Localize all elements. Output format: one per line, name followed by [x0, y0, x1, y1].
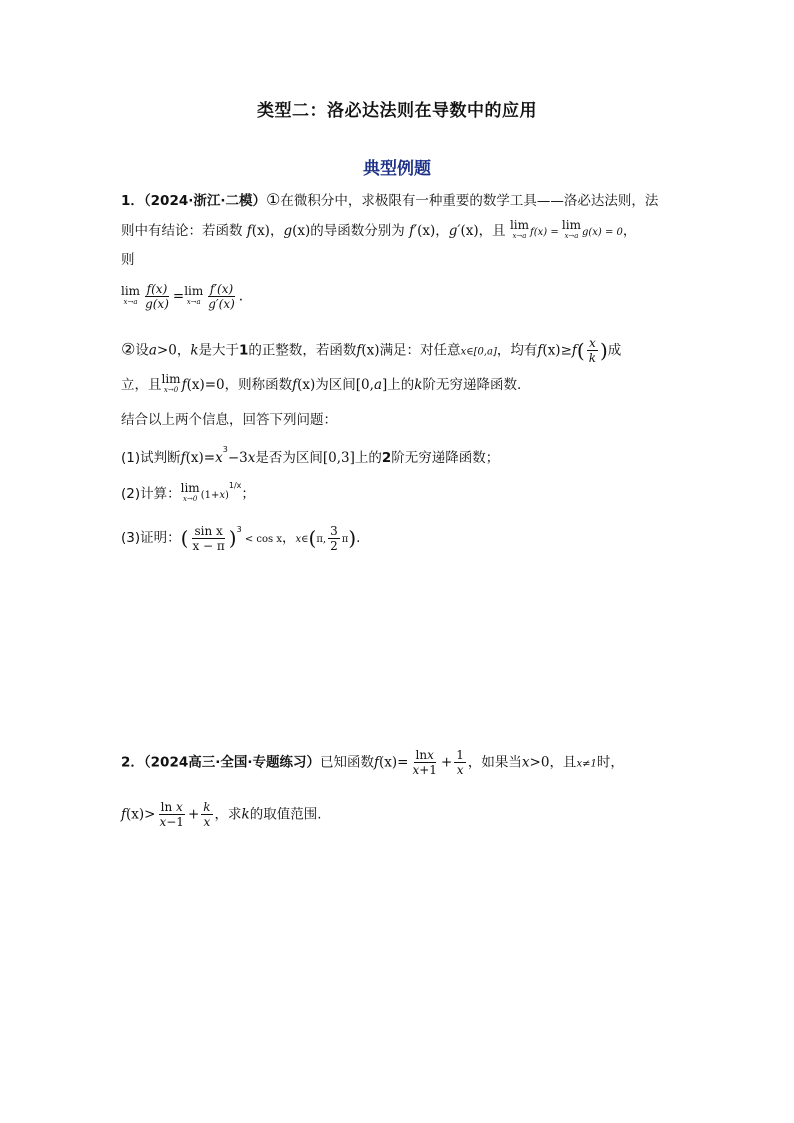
- math-a: a: [148, 342, 157, 359]
- math-ineq: x≠1: [576, 758, 597, 770]
- number-two: 2: [381, 450, 392, 466]
- part-label: (3): [121, 530, 141, 546]
- number-one: 1: [239, 342, 249, 359]
- math-expr: f(x) =: [530, 227, 562, 238]
- q1-text: 上的: [387, 377, 415, 393]
- page-title: 类型二：洛必达法则在导数中的应用: [257, 101, 537, 121]
- math-fx: f: [180, 450, 186, 466]
- q1-text: 阶无穷递降函数.: [422, 377, 522, 393]
- q1-text: ，均有: [496, 342, 538, 359]
- q2-number: 2．: [121, 754, 144, 771]
- q1-text: ，则称函数: [224, 377, 293, 393]
- q1-part-3: (3)证明：( $\frac{\text{sin x}}{x - \pi}$ )$^3$ < cos x，x∈(π, $\frac{3}{2}$ π).: [121, 523, 361, 553]
- math-expr: g(x) = 0: [581, 227, 623, 238]
- q2-text: 的取值范围.: [249, 806, 322, 823]
- q1-text: 的正整数，若函数: [248, 342, 357, 359]
- math-exponent: 1/x: [228, 481, 242, 490]
- math-fraction: $\frac{f(x)}{g(x)}$: [145, 282, 169, 311]
- math-k: k: [414, 377, 423, 393]
- q2-text: ，如果当: [467, 754, 522, 771]
- q1-text: 试判断: [140, 450, 181, 466]
- math-fraction: $\frac{\ln x}{x+1}$: [412, 748, 437, 777]
- q1-text: ，且: [478, 223, 506, 239]
- math-fraction: $\frac{\text{ln x}}{x-1}$: [159, 800, 184, 829]
- math-k: k: [241, 806, 250, 823]
- q1-source: （2024·浙江·二模）: [143, 193, 266, 209]
- q1-part-2: (2)计算： lim x→0 $(1+x)^{1/x}$；: [121, 481, 255, 503]
- math-paren: (x): [460, 223, 479, 239]
- q1-text: 立，且: [121, 377, 162, 393]
- math-expr: < cos x: [241, 534, 282, 545]
- q1-number: 1．: [121, 193, 144, 209]
- math-fx: f: [246, 223, 252, 239]
- q2-line-2: f(x)> $\frac{\text{ln x}}{x-1}$ + $\frac{k}{x}$ ，求k的取值范围.: [121, 800, 322, 829]
- q1-text: 的导函数分别为: [310, 223, 405, 239]
- math-fprime: f′: [409, 223, 418, 239]
- math-fraction: $\frac{1}{x}$: [456, 748, 464, 777]
- math-k: k: [190, 342, 199, 359]
- q1-line-1: [121, 190, 658, 211]
- q1-text: 成: [607, 342, 622, 359]
- math-limit: lim x→0: [180, 481, 200, 503]
- q1-text: 则中有结论：若函数: [121, 223, 243, 239]
- q2-text: ，求: [214, 806, 242, 823]
- q1-line-3: 则: [121, 252, 135, 268]
- math-fx: f: [292, 377, 298, 393]
- math-paren: (x): [251, 223, 270, 239]
- math-limit: lim x→a: [121, 283, 141, 306]
- math-limit: lim x→a: [184, 283, 204, 306]
- q1-line-6: 立，且 lim x→0 f(x)=0，则称函数f(x)为区间[0,a]上的k阶无穷递降函数.: [121, 372, 522, 394]
- math-expr: f: [181, 377, 187, 393]
- math-interval: x∈[0,a]: [460, 346, 497, 358]
- math-interval: [0,3]: [322, 450, 355, 466]
- q1-text: 上的: [354, 450, 382, 466]
- q2-text: 已知函数: [320, 754, 374, 771]
- q2-text: ，且: [549, 754, 577, 771]
- math-gprime: g′: [448, 223, 461, 239]
- math-interval: [0,a]: [355, 377, 388, 393]
- q1-text: 是否为区间: [255, 450, 323, 466]
- math-limit: lim x→a: [561, 218, 581, 240]
- q2-line-1: 2．（2024高三·全国·专题练习）已知函数f(x)= $\frac{\ln x}{x+1}$ + $\frac{1}{x}$ ，如果当x>0，且x≠1时，: [121, 748, 624, 777]
- q1-text: 阶无穷递降函数；: [391, 450, 500, 466]
- q2-text: 时，: [596, 754, 624, 771]
- math-ineq: f: [537, 342, 543, 359]
- circle-two-marker: ②: [121, 339, 136, 359]
- math-fraction: $\frac{f'(x)}{g'(x)}$: [208, 282, 235, 311]
- math-expr: (1+x): [200, 490, 229, 501]
- q1-text: 计算：: [140, 486, 181, 502]
- math-paren: (x): [292, 223, 311, 239]
- math-ineq: x: [521, 754, 530, 771]
- math-fraction: $\frac{x}{k}$: [588, 336, 596, 365]
- part-label: (1): [121, 450, 141, 466]
- q2-source: （2024高三·全国·专题练习）: [143, 754, 320, 771]
- lhopital-formula: lim x→a $\frac{f(x)}{g(x)}$ = lim x→a $\frac{f'(x)}{g'(x)}$ .: [121, 282, 244, 311]
- math-fx: f: [121, 806, 126, 823]
- q1-text: 证明：: [140, 530, 181, 546]
- math-fraction: $\frac{\text{sin x}}{x - \pi}$: [192, 523, 225, 553]
- q1-line-2: 则中有结论：若函数 f(x)，g(x)的导函数分别为 f′(x)，g′(x)，且 lim x→a f(x) = lim x→a g(x) = 0，: [121, 218, 637, 240]
- part-label: (2): [121, 486, 141, 502]
- q1-text: 是大于: [198, 342, 239, 359]
- math-fx: f: [374, 754, 379, 771]
- circle-one-marker: ①: [266, 190, 281, 209]
- q1-line-7: 结合以上两个信息，回答下列问题：: [121, 412, 337, 428]
- math-fraction: $\frac{k}{x}$: [203, 800, 211, 829]
- q1-intro: 在微积分中，求极限有一种重要的数学工具——洛必达法则，法: [280, 193, 659, 209]
- section-subtitle: 典型例题: [363, 159, 431, 179]
- q1-text: 满足：对任意: [379, 342, 461, 359]
- q1-line-5: ②设a>0，k是大于1的正整数，若函数f(x)满足：对任意x∈[0,a]，均有f(x)≥f( $\frac{x}{k}$ )成: [121, 336, 622, 365]
- math-fraction: $\frac{3}{2}$: [330, 523, 338, 553]
- math-fx: f: [356, 342, 362, 359]
- q1-text: 为区间: [315, 377, 356, 393]
- q1-text: 设: [135, 342, 149, 359]
- math-limit: lim x→0: [161, 372, 181, 394]
- q1-part-1: (1)试判断$f(x)=x^3-3x$是否为区间[0,3]上的2阶无穷递降函数；: [121, 445, 500, 466]
- math-limit: lim x→a: [509, 218, 530, 240]
- math-gx: g: [283, 223, 293, 239]
- math-paren: (x): [417, 223, 436, 239]
